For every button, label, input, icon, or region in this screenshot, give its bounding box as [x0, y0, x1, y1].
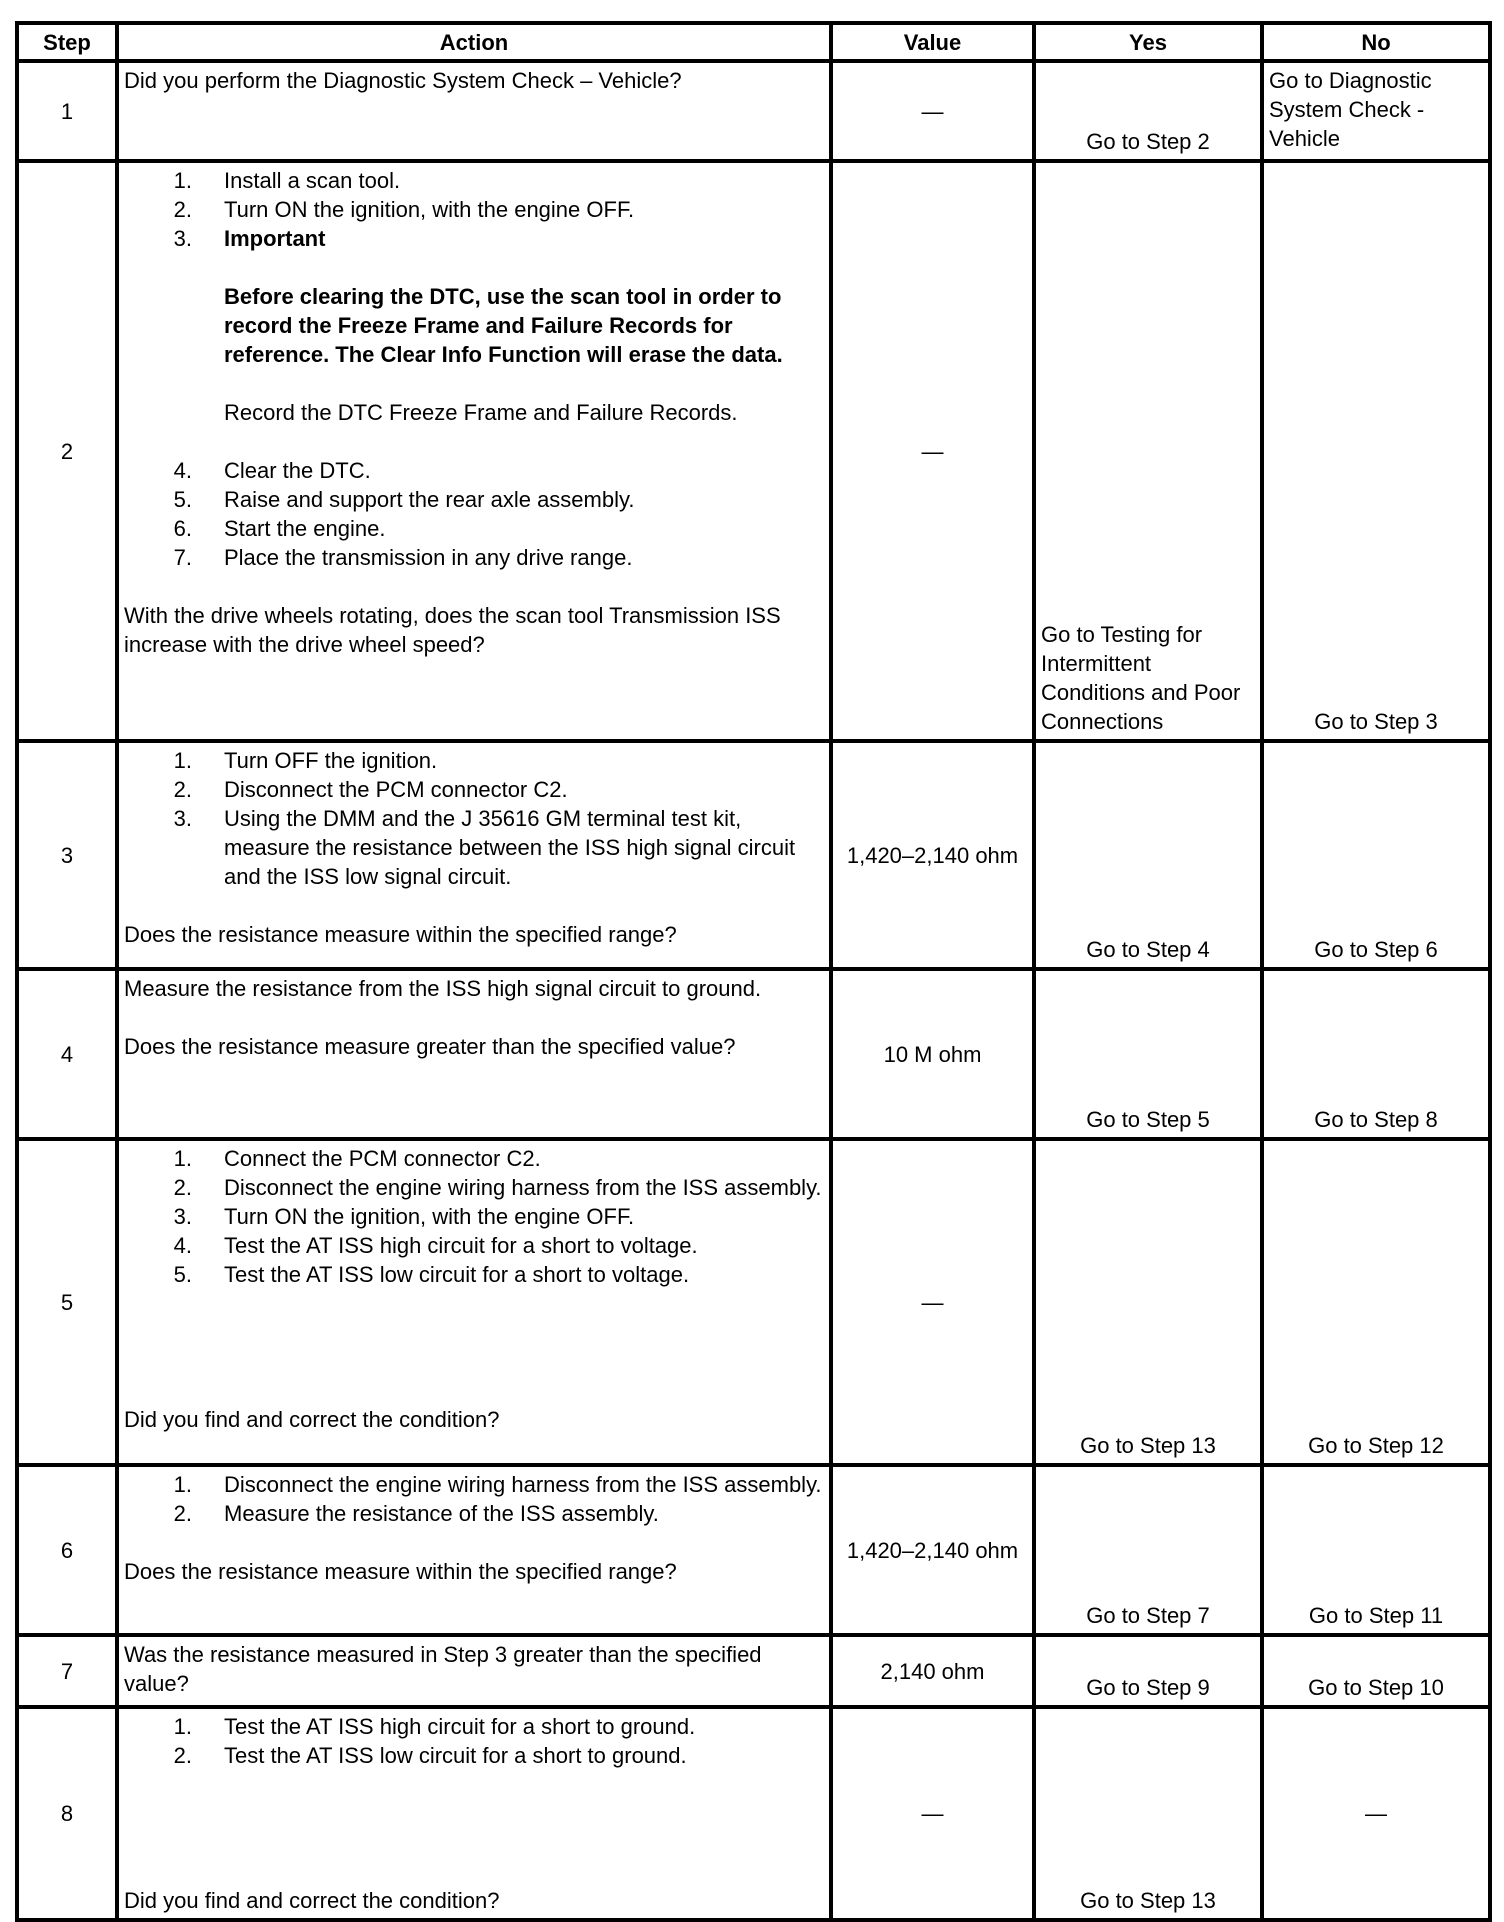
step-number: 7 — [17, 1635, 117, 1707]
table-row — [17, 1635, 1490, 1707]
value-cell: — — [831, 1139, 1034, 1465]
list-item: 2. Disconnect the engine wiring harness from the ISS assembly. — [173, 1175, 822, 1200]
action-cell — [117, 969, 831, 1139]
value-cell: 10 M ohm — [831, 969, 1034, 1139]
table-row — [17, 161, 1490, 741]
list-item: 3. Turn ON the ignition, with the engine OFF. — [173, 1204, 635, 1229]
action-cell — [117, 1465, 831, 1635]
value-cell: — — [831, 161, 1034, 741]
instruction-list — [124, 746, 824, 891]
instruction-list — [124, 1144, 824, 1289]
table-row — [17, 1465, 1490, 1635]
yes-cell: Go to Step 13 — [1034, 1139, 1262, 1465]
list-item: 2. Measure the resistance of the ISS assembly. — [173, 1501, 659, 1526]
diagnostic-table — [15, 21, 1492, 1922]
record-instruction: Record the DTC Freeze Frame and Failure Records. — [224, 400, 738, 425]
list-item: 1. Disconnect the engine wiring harness from the ISS assembly. — [173, 1472, 822, 1497]
table-row — [17, 969, 1490, 1139]
list-item: 2. Turn ON the ignition, with the engine OFF. — [173, 197, 635, 222]
yes-cell: Go to Step 13 — [1034, 1707, 1262, 1920]
no-cell: Go to Step 12 — [1262, 1139, 1490, 1465]
no-cell: Go to Diagnostic System Check - Vehicle — [1262, 61, 1490, 161]
list-item: 5. Test the AT ISS low circuit for a short to voltage. — [173, 1262, 690, 1287]
list-item: 3. Using the DMM and the J 35616 GM terminal test kit, measure the resistance between the ISS high signal circuit and the ISS low signal circuit. — [173, 806, 796, 889]
header-step: Step — [17, 23, 117, 61]
list-item: 1. Test the AT ISS high circuit for a short to ground. — [173, 1714, 696, 1739]
value-cell: 2,140 ohm — [831, 1635, 1034, 1707]
step-number: 2 — [17, 161, 117, 741]
action-cell — [117, 741, 831, 969]
question-text: Does the resistance measure within the specified range? — [124, 1559, 677, 1584]
table-row — [17, 1707, 1490, 1920]
question-text: Did you perform the Diagnostic System Check – Vehicle? — [124, 68, 682, 93]
yes-cell: Go to Step 2 — [1034, 61, 1262, 161]
action-cell — [117, 1635, 831, 1707]
step-number: 4 — [17, 969, 117, 1139]
action-cell — [117, 1707, 831, 1920]
action-cell — [117, 1139, 831, 1465]
instruction-list — [124, 1712, 824, 1770]
value-cell: 1,420–2,140 ohm — [831, 741, 1034, 969]
table-row — [17, 61, 1490, 161]
list-item: 4. Clear the DTC. — [173, 458, 371, 483]
value-cell: — — [831, 61, 1034, 161]
yes-cell: Go to Step 5 — [1034, 969, 1262, 1139]
yes-cell: Go to Step 4 — [1034, 741, 1262, 969]
no-cell: Go to Step 3 — [1262, 161, 1490, 741]
yes-cell: Go to Step 7 — [1034, 1465, 1262, 1635]
header-yes: Yes — [1034, 23, 1262, 61]
instruction-list — [124, 456, 824, 572]
question-text: Does the resistance measure within the specified range? — [124, 922, 677, 947]
instruction-list — [124, 166, 824, 253]
value-cell: — — [831, 1707, 1034, 1920]
action-cell — [117, 161, 831, 741]
list-item: 4. Test the AT ISS high circuit for a short to voltage. — [173, 1233, 698, 1258]
list-item: 7. Place the transmission in any drive range. — [173, 545, 633, 570]
question-text: Did you find and correct the condition? — [124, 1888, 500, 1913]
no-cell: — — [1262, 1707, 1490, 1920]
no-cell: Go to Step 8 — [1262, 969, 1490, 1139]
step-number: 3 — [17, 741, 117, 969]
step-number: 6 — [17, 1465, 117, 1635]
yes-cell: Go to Step 9 — [1034, 1635, 1262, 1707]
table-row — [17, 1139, 1490, 1465]
list-item: 1. Connect the PCM connector C2. — [173, 1146, 541, 1171]
no-cell: Go to Step 6 — [1262, 741, 1490, 969]
list-item: 2. Disconnect the PCM connector C2. — [173, 777, 568, 802]
no-cell: Go to Step 10 — [1262, 1635, 1490, 1707]
list-item: 5. Raise and support the rear axle assembly. — [173, 487, 635, 512]
table-row — [17, 741, 1490, 969]
list-item: 2. Test the AT ISS low circuit for a short to ground. — [173, 1743, 687, 1768]
header-row — [17, 23, 1490, 61]
value-cell: 1,420–2,140 ohm — [831, 1465, 1034, 1635]
question-text: Was the resistance measured in Step 3 greater than the specified value? — [124, 1642, 762, 1696]
list-item: 1. Install a scan tool. — [173, 168, 401, 193]
header-value: Value — [831, 23, 1034, 61]
instruction-list — [124, 1470, 824, 1528]
header-action: Action — [117, 23, 831, 61]
question-text: Did you find and correct the condition? — [124, 1407, 500, 1432]
question-text: With the drive wheels rotating, does the scan tool Transmission ISS increase with the drive wheel speed? — [124, 603, 781, 657]
important-note: Before clearing the DTC, use the scan tool in order to record the Freeze Frame and Failure Records for reference. The Clear Info Function will erase the data. — [224, 284, 783, 367]
yes-cell: Go to Testing for Intermittent Conditions and Poor Connections — [1034, 161, 1262, 741]
step-number: 1 — [17, 61, 117, 161]
instruction-text: Measure the resistance from the ISS high signal circuit to ground. — [124, 976, 762, 1001]
step-number: 8 — [17, 1707, 117, 1920]
diagnostic-page — [15, 21, 1488, 1922]
no-cell: Go to Step 11 — [1262, 1465, 1490, 1635]
list-item: 1. Turn OFF the ignition. — [173, 748, 438, 773]
list-item: 6. Start the engine. — [173, 516, 386, 541]
action-cell — [117, 61, 831, 161]
list-item: 3. Important — [173, 226, 326, 251]
header-no: No — [1262, 23, 1490, 61]
question-text: Does the resistance measure greater than the specified value? — [124, 1034, 736, 1059]
step-number: 5 — [17, 1139, 117, 1465]
